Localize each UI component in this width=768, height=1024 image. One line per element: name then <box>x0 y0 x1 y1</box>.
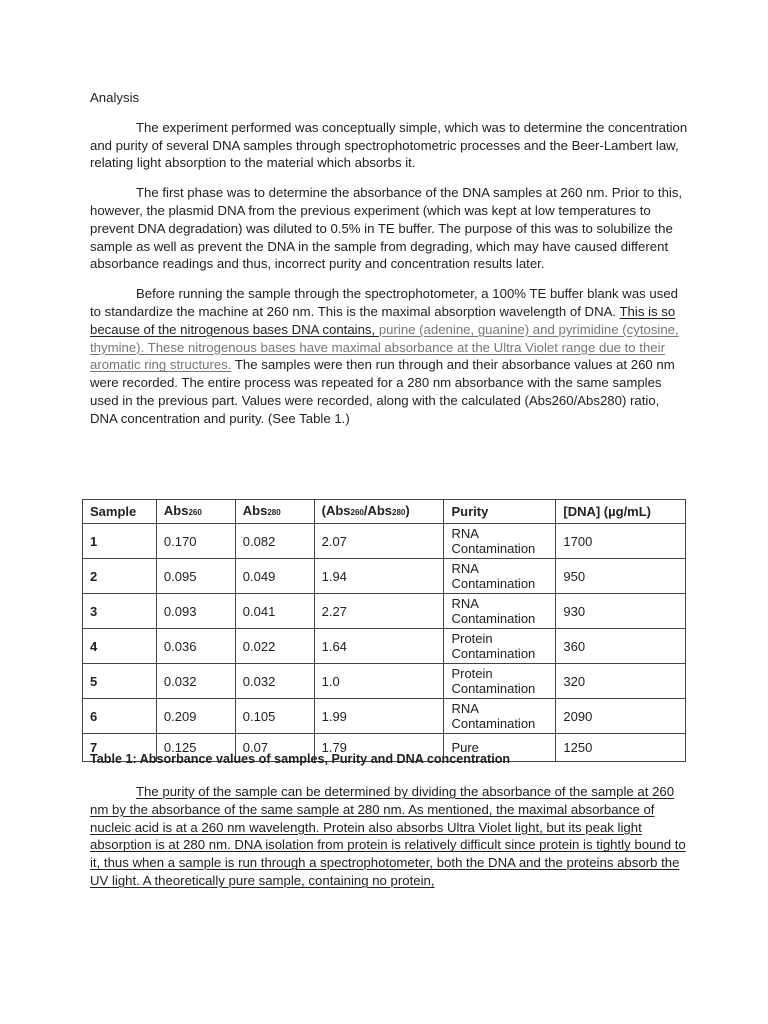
cell-sample: 6 <box>83 699 157 734</box>
procedure-text-b: The samples were then run through and their absorbance values at 260 nm were recorded. The entire process was repeated for a 280 nm absorbance with the same samples used in the previous part. Values were recorded, along with the calculated (Abs260/Abs280) ratio, DNA concentration and purity. (See Table 1.) <box>90 357 675 426</box>
section-heading: Analysis <box>90 90 140 105</box>
cell-abs280: 0.022 <box>235 629 314 664</box>
cell-dna: 1700 <box>556 524 686 559</box>
cell-abs260: 0.032 <box>156 664 235 699</box>
table-row <box>83 524 686 559</box>
header-abs260: Abs260 <box>156 500 235 524</box>
cell-dna: 360 <box>556 629 686 664</box>
cell-abs280: 0.07 <box>235 734 314 762</box>
paragraph-intro: The experiment performed was conceptually simple, which was to determine the concentration and purity of several DNA samples through spectrophotometric processes and the Beer-Lambert law, relating light absorption to the material which absorbs it. <box>90 119 688 171</box>
cell-sample: 5 <box>83 664 157 699</box>
cell-ratio: 2.07 <box>314 524 444 559</box>
table-row <box>83 559 686 594</box>
cell-abs280: 0.041 <box>235 594 314 629</box>
header-abs280: Abs280 <box>235 500 314 524</box>
cell-dna: 950 <box>556 559 686 594</box>
cell-sample: 2 <box>83 559 157 594</box>
cell-purity: Pure <box>444 734 556 762</box>
paragraph-purity: The purity of the sample can be determined by dividing the absorbance of the sample at 260 nm by the absorbance of the same sample at 280 nm. As mentioned, the maximal absorbance of nucleic acid is at a 260 nm wavelength. Protein also absorbs Ultra Violet light, but its peak light absorption is at 280 nm. DNA isolation from protein is relatively difficult since protein is tightly bound to it, thus when a sample is run through a spectrophotometer, both the DNA and the proteins absorb the UV light. A theoretically pure sample, containing no protein, <box>90 784 686 888</box>
cell-sample: 4 <box>83 629 157 664</box>
header-ratio: (Abs260/Abs280) <box>314 500 444 524</box>
cell-sample: 7 <box>83 734 157 762</box>
cell-dna: 2090 <box>556 699 686 734</box>
cell-purity: RNA Contamination <box>444 699 556 734</box>
cell-abs280: 0.082 <box>235 524 314 559</box>
cell-purity: RNA Contamination <box>444 594 556 629</box>
document-body-continued <box>90 783 690 902</box>
document-body <box>90 89 690 440</box>
underlined-text-b: purine (adenine, guanine) and pyrimidine (cytosine, thymine). These nitrogenous bases have maximal absorbance at the Ultra Violet range due to their aromatic ring structures. <box>90 321 679 373</box>
cell-purity: RNA Contamination <box>444 559 556 594</box>
cell-abs260: 0.093 <box>156 594 235 629</box>
cell-abs280: 0.105 <box>235 699 314 734</box>
cell-ratio: 1.94 <box>314 559 444 594</box>
cell-ratio: 1.0 <box>314 664 444 699</box>
cell-sample: 1 <box>83 524 157 559</box>
cell-abs260: 0.095 <box>156 559 235 594</box>
cell-abs260: 0.209 <box>156 699 235 734</box>
header-purity: Purity <box>444 500 556 524</box>
header-sample: Sample <box>83 500 157 524</box>
paragraph-procedure <box>90 285 690 427</box>
cell-abs260: 0.170 <box>156 524 235 559</box>
table-row <box>83 594 686 629</box>
cell-purity: Protein Contamination <box>444 629 556 664</box>
cell-ratio: 1.64 <box>314 629 444 664</box>
table-caption: Table 1: Absorbance values of samples, Purity and DNA concentration <box>90 752 511 766</box>
cell-purity: Protein Contamination <box>444 664 556 699</box>
absorbance-table <box>82 499 686 762</box>
paragraph-first-phase: The first phase was to determine the absorbance of the DNA samples at 260 nm. Prior to this, however, the plasmid DNA from the previous experiment (which was kept at low temperatures to prevent DNA degradation) was diluted to 0.5% in TE buffer. The purpose of this was to solubilize the sample as well as prevent the DNA in the sample from degrading, which may have caused different absorbance readings and thus, incorrect purity and concentration results later. <box>90 185 683 272</box>
table-header-row <box>83 500 686 524</box>
procedure-text-a: Before running the sample through the spectrophotometer, a 100% TE buffer blank was used to standardize the machine at 260 nm. This is the maximal absorption wavelength of DNA. <box>90 286 679 319</box>
cell-dna: 1250 <box>556 734 686 762</box>
cell-dna: 930 <box>556 594 686 629</box>
cell-ratio: 2.27 <box>314 594 444 629</box>
cell-sample: 3 <box>83 594 157 629</box>
cell-abs280: 0.032 <box>235 664 314 699</box>
cell-purity: RNA Contamination <box>444 524 556 559</box>
cell-abs260: 0.036 <box>156 629 235 664</box>
table-row <box>83 629 686 664</box>
underlined-text-a: This is so because of the nitrogenous bases DNA contains, <box>90 303 676 337</box>
cell-abs280: 0.049 <box>235 559 314 594</box>
cell-ratio: 1.99 <box>314 699 444 734</box>
table-row <box>83 699 686 734</box>
table-row <box>83 664 686 699</box>
header-dna-concentration: [DNA] (µg/mL) <box>556 500 686 524</box>
cell-ratio: 1.79 <box>314 734 444 762</box>
cell-abs260: 0.125 <box>156 734 235 762</box>
table-container <box>82 499 686 762</box>
cell-dna: 320 <box>556 664 686 699</box>
